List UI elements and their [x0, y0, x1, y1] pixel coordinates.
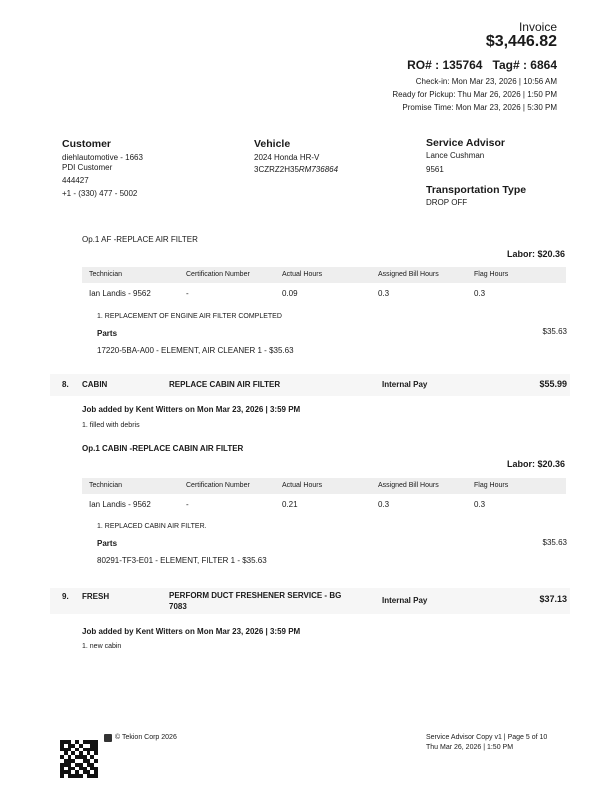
ro-label: RO# :: [407, 58, 440, 72]
op-af-title: Op.1 AF -REPLACE AIR FILTER: [82, 235, 198, 244]
th-technician: Technician: [89, 271, 123, 278]
job8-code: CABIN: [82, 380, 108, 389]
transport-value: DROP OFF: [426, 198, 468, 207]
job9-concern: 1. new cabin: [82, 643, 122, 650]
td-certification: -: [186, 500, 189, 509]
job8-added-by: Job added by Kent Witters on Mon Mar 23, 2026 | 3:59 PM: [82, 405, 301, 414]
job8-parts-label: Parts: [97, 539, 118, 548]
job8-description: REPLACE CABIN AIR FILTER: [169, 380, 281, 389]
job8-number: 8.: [62, 380, 69, 389]
vehicle-vin: [254, 165, 338, 174]
job9-code: FRESH: [82, 592, 110, 601]
ro-number: 135764: [442, 58, 483, 72]
advisor-id: 9561: [426, 165, 444, 174]
vin-suffix: RM736864: [298, 165, 339, 174]
td-certification: -: [186, 289, 189, 298]
qr-code: [60, 740, 98, 778]
tag-label: Tag# :: [492, 58, 527, 72]
job8-part: 80291-TF3-E01 - ELEMENT, FILTER 1 - $35.63: [97, 556, 267, 565]
advisor-name: Lance Cushman: [426, 151, 485, 160]
promise-time: Promise Time: Mon Mar 23, 2026 | 5:30 PM: [402, 103, 557, 112]
th-actual-hours: Actual Hours: [282, 271, 323, 278]
customer-name: diehlautomotive - 1663: [62, 153, 143, 162]
td-actual-hours: 0.21: [282, 500, 298, 509]
job8-concern: 1. filled with debris: [82, 422, 140, 429]
customer-label: Customer: [62, 138, 112, 150]
customer-id: 444427: [62, 176, 89, 185]
td-technician: Ian Landis - 9562: [89, 289, 151, 298]
vehicle-model: 2024 Honda HR-V: [254, 153, 320, 162]
th-actual-hours: Actual Hours: [282, 482, 323, 489]
ready-time: Ready for Pickup: Thu Mar 26, 2026 | 1:50 PM: [392, 90, 557, 99]
job9-description-line1: PERFORM DUCT FRESHENER SERVICE - BG: [169, 591, 342, 600]
th-certification: Certification Number: [186, 482, 250, 489]
doc-title: Invoice: [518, 20, 557, 34]
td-flag-hours: 0.3: [474, 500, 486, 509]
job8-band: [50, 374, 570, 396]
footer-date: Thu Mar 26, 2026 | 1:50 PM: [426, 744, 514, 751]
customer-phone: +1 - (330) 477 - 5002: [62, 189, 138, 198]
op-af-parts-total: $35.63: [542, 327, 567, 336]
transport-label: Transportation Type: [426, 184, 527, 196]
vin-prefix: 3CZRZ2H35: [254, 165, 299, 174]
job8-pay-type: Internal Pay: [382, 380, 428, 389]
job9-amount: $37.13: [539, 594, 567, 604]
job9-number: 9.: [62, 592, 69, 601]
vehicle-label: Vehicle: [254, 138, 291, 150]
ro-tag-line: [407, 58, 557, 72]
tag-number: 6864: [530, 58, 557, 72]
td-actual-hours: 0.09: [282, 289, 298, 298]
job9-added-by: Job added by Kent Witters on Mon Mar 23, 2026 | 3:59 PM: [82, 627, 301, 636]
invoice-total: $3,446.82: [485, 33, 557, 50]
job9-pay-type: Internal Pay: [382, 596, 428, 605]
th-assigned-hours: Assigned Bill Hours: [378, 271, 439, 278]
th-flag-hours: Flag Hours: [474, 271, 509, 278]
checkin-time: Check-in: Mon Mar 23, 2026 | 10:56 AM: [415, 77, 557, 86]
job8-op-title: Op.1 CABIN -REPLACE CABIN AIR FILTER: [82, 444, 244, 453]
job8-parts-total: $35.63: [542, 538, 567, 547]
advisor-label: Service Advisor: [426, 137, 505, 149]
customer-type: PDI Customer: [62, 163, 113, 172]
td-assigned-hours: 0.3: [378, 500, 390, 509]
th-assigned-hours: Assigned Bill Hours: [378, 482, 439, 489]
job8-amount: $55.99: [539, 379, 567, 389]
op-af-parts-label: Parts: [97, 329, 118, 338]
th-certification: Certification Number: [186, 271, 250, 278]
job8-labor: Labor: $20.36: [506, 459, 565, 469]
th-technician: Technician: [89, 482, 123, 489]
td-technician: Ian Landis - 9562: [89, 500, 151, 509]
th-flag-hours: Flag Hours: [474, 482, 509, 489]
td-flag-hours: 0.3: [474, 289, 486, 298]
op-af-labor: Labor: $20.36: [506, 249, 565, 259]
job8-note: 1. REPLACED CABIN AIR FILTER.: [97, 523, 207, 530]
job9-description-line2: 7083: [169, 602, 187, 611]
op-af-part: 17220-5BA-A00 - ELEMENT, AIR CLEANER 1 - $35.63: [97, 346, 294, 355]
td-assigned-hours: 0.3: [378, 289, 390, 298]
footer-copy-page: Service Advisor Copy v1 | Page 5 of 10: [426, 734, 548, 741]
tekion-logo-icon: [104, 734, 112, 742]
footer-brand: © Tekion Corp 2026: [115, 734, 177, 741]
op-af-note: 1. REPLACEMENT OF ENGINE AIR FILTER COMPLETED: [97, 313, 282, 320]
